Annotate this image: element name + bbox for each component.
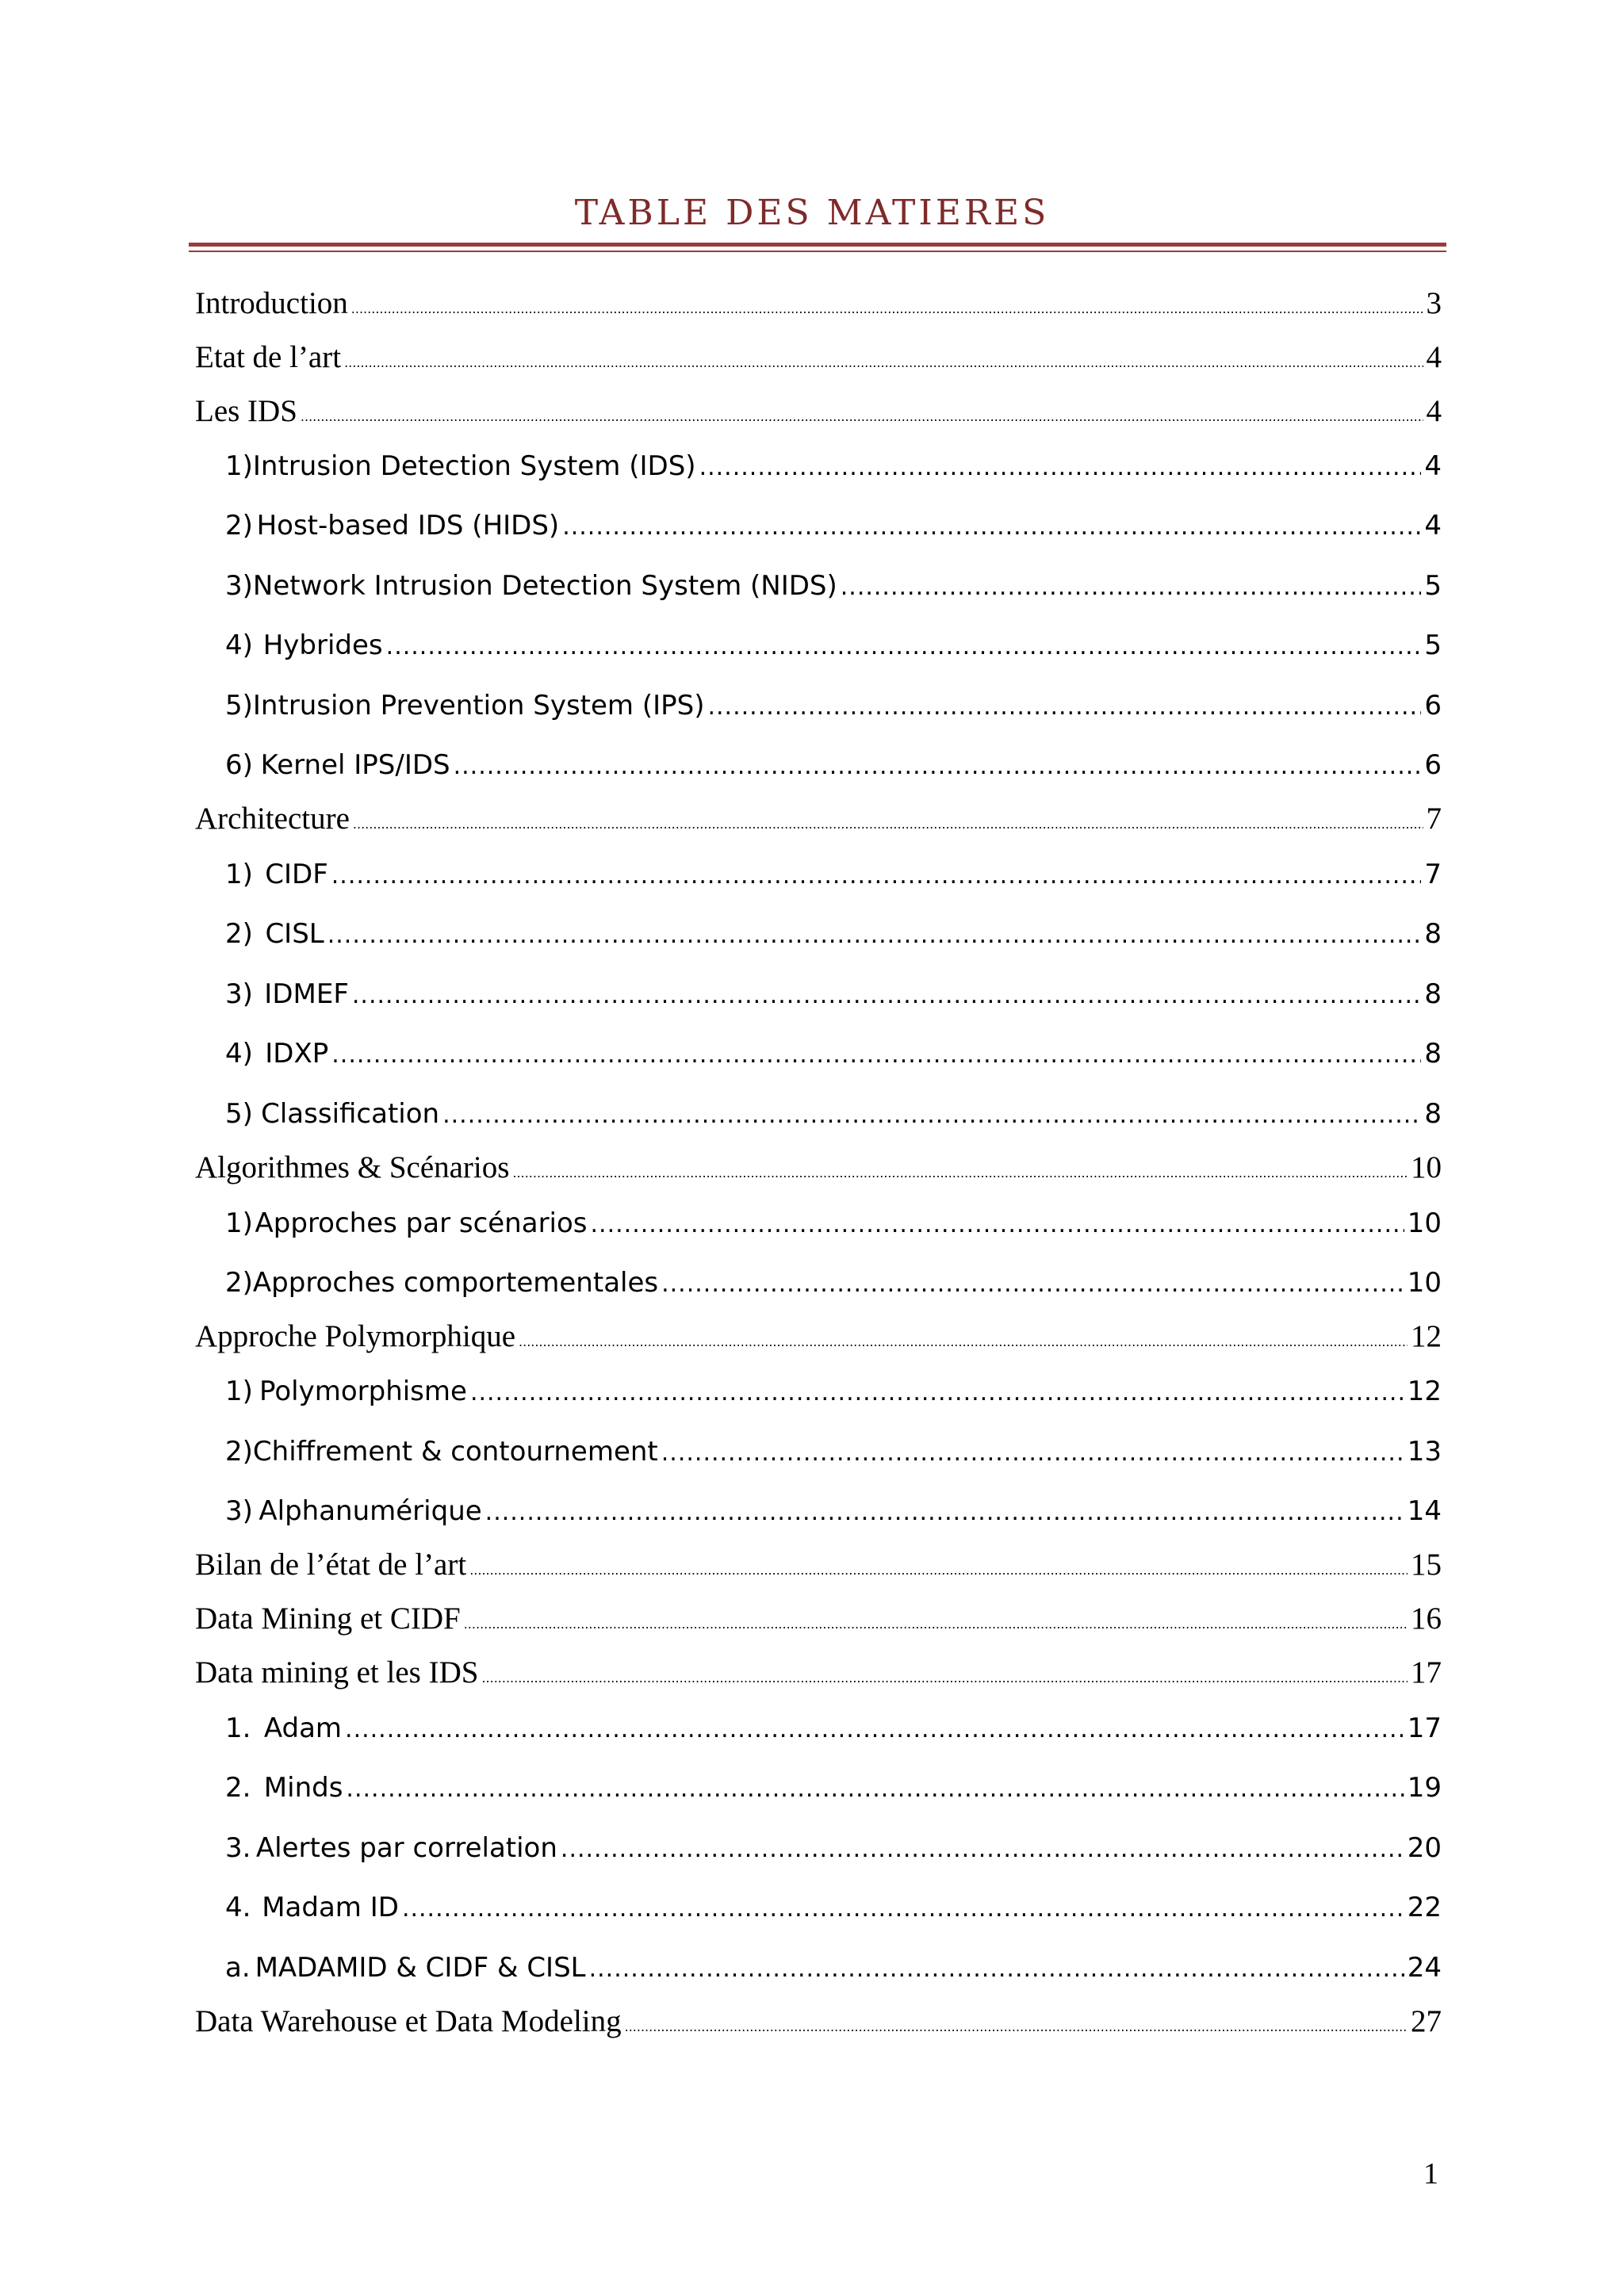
toc-entry-number: 3) — [225, 570, 253, 602]
toc-dot-leader — [512, 1154, 1408, 1193]
toc-entry-label: Data Warehouse et Data Modeling — [195, 2004, 622, 2038]
toc-section-entry[interactable] — [195, 1148, 1442, 1188]
toc-dot-leader — [353, 805, 1423, 844]
toc-entry-label: Architecture — [195, 802, 350, 836]
toc-entry-number: 2. — [225, 1772, 251, 1804]
toc-entry-page: 10 — [1407, 1267, 1442, 1299]
toc-entry-page: 17 — [1407, 1712, 1442, 1744]
toc-entry-label: Madam ID — [262, 1892, 399, 1923]
toc-dot-leader — [661, 1433, 1404, 1473]
toc-entry-page: 12 — [1407, 1376, 1442, 1407]
toc-entry-page: 7 — [1424, 859, 1442, 890]
toc-subsection-entry[interactable] — [195, 446, 1442, 486]
toc-dot-leader — [386, 627, 1422, 667]
toc-dot-leader — [352, 976, 1421, 1016]
toc-dot-leader — [331, 856, 1422, 896]
toc-dot-leader — [519, 1322, 1408, 1362]
toc-subsection-entry[interactable] — [195, 1263, 1442, 1303]
toc-entry-number: 3) — [225, 1495, 253, 1527]
toc-dot-leader — [699, 448, 1422, 488]
toc-entry-page: 20 — [1407, 1832, 1442, 1864]
toc-entry-page: 15 — [1411, 1548, 1442, 1582]
toc-section-entry[interactable] — [195, 1653, 1442, 1693]
toc-entry-label: Introduction — [195, 286, 348, 320]
toc-dot-leader — [661, 1265, 1404, 1304]
toc-entry-page: 4 — [1426, 340, 1442, 374]
toc-dot-leader — [481, 1659, 1408, 1698]
toc-subsection-entry[interactable] — [195, 914, 1442, 954]
toc-entry-label: Classification — [261, 1098, 440, 1130]
toc-subsection-entry[interactable] — [195, 1034, 1442, 1073]
toc-entry-number: a. — [225, 1952, 251, 1984]
toc-entry-number: 4) — [225, 629, 253, 661]
toc-subsection-entry[interactable] — [195, 1709, 1442, 1748]
toc-entry-number: 5) — [225, 690, 253, 721]
toc-entry-label: IDXP — [265, 1038, 329, 1070]
toc-dot-leader — [561, 1830, 1404, 1869]
toc-entry-page: 6 — [1424, 749, 1442, 781]
toc-entry-label: Alphanumérique — [259, 1495, 482, 1527]
toc-subsection-entry[interactable] — [195, 1491, 1442, 1531]
toc-entry-page: 12 — [1411, 1319, 1442, 1353]
toc-entry-label: Bilan de l’état de l’art — [195, 1548, 467, 1582]
toc-dot-leader — [625, 2007, 1408, 2047]
toc-entry-number: 1) — [225, 859, 253, 890]
toc-subsection-entry[interactable] — [195, 1768, 1442, 1808]
toc-entry-page: 4 — [1424, 510, 1442, 541]
toc-entry-page: 8 — [1424, 1038, 1442, 1070]
toc-subsection-entry[interactable] — [195, 626, 1442, 665]
toc-entry-label: Host-based IDS (HIDS) — [256, 510, 560, 541]
toc-entry-label: Chiffrement & contournement — [252, 1436, 658, 1468]
toc-dot-leader — [470, 1373, 1404, 1413]
toc-entry-page: 10 — [1411, 1150, 1442, 1184]
toc-subsection-entry[interactable] — [195, 1094, 1442, 1134]
toc-entry-page: 8 — [1424, 918, 1442, 950]
toc-dot-leader — [485, 1493, 1404, 1533]
toc-dot-leader — [591, 1205, 1404, 1245]
toc-entry-page: 7 — [1426, 802, 1442, 836]
toc-entry-label: Hybrides — [262, 629, 383, 661]
toc-entry-label: Approche Polymorphique — [195, 1319, 516, 1353]
toc-dot-leader — [351, 289, 1423, 329]
toc-entry-page: 3 — [1426, 286, 1442, 320]
toc-section-entry[interactable] — [195, 284, 1442, 323]
toc-entry-label: Les IDS — [195, 394, 297, 428]
toc-entry-number: 4) — [225, 1038, 253, 1070]
toc-entry-label: Intrusion Prevention System (IPS) — [252, 690, 705, 721]
toc-entry-label: Polymorphisme — [259, 1376, 467, 1407]
toc-entry-label: Algorithmes & Scénarios — [195, 1150, 510, 1184]
toc-entry-label: Approches par scénarios — [255, 1207, 588, 1239]
toc-subsection-entry[interactable] — [195, 566, 1442, 606]
toc-entry-label: Approches comportementales — [252, 1267, 659, 1299]
toc-dot-leader — [469, 1551, 1408, 1590]
toc-entry-page: 13 — [1407, 1436, 1442, 1468]
toc-section-entry[interactable] — [195, 799, 1442, 839]
toc-subsection-entry[interactable] — [195, 1432, 1442, 1471]
toc-entry-page: 22 — [1407, 1892, 1442, 1923]
toc-dot-leader — [346, 1770, 1404, 1809]
toc-entry-label: MADAMID & CIDF & CISL — [255, 1952, 586, 1984]
toc-entry-page: 6 — [1424, 690, 1442, 721]
toc-entry-page: 16 — [1411, 1601, 1442, 1636]
toc-dot-leader — [344, 343, 1423, 383]
toc-section-entry[interactable] — [195, 1545, 1442, 1585]
toc-title: TABLE DES MATIERES — [574, 193, 1050, 233]
toc-subsection-entry[interactable] — [195, 745, 1442, 785]
toc-entry-label: CIDF — [265, 859, 328, 890]
toc-entry-number: 2) — [225, 510, 253, 541]
toc-entry-number: 1) — [225, 1376, 253, 1407]
toc-dot-leader — [331, 1035, 1421, 1075]
toc-entry-number: 1) — [225, 450, 253, 482]
toc-entry-label: CISL — [265, 918, 324, 950]
toc-entry-page: 8 — [1424, 1098, 1442, 1130]
toc-subsection-entry[interactable] — [195, 1828, 1442, 1868]
toc-entry-number: 2) — [225, 918, 253, 950]
toc-entry-label: Intrusion Detection System (IDS) — [252, 450, 696, 482]
toc-entry-label: Data mining et les IDS — [195, 1655, 479, 1689]
toc-subsection-entry[interactable] — [195, 1372, 1442, 1411]
toc-section-entry[interactable] — [195, 392, 1442, 431]
toc-entry-number: 1. — [225, 1712, 251, 1744]
toc-entry-page: 4 — [1424, 450, 1442, 482]
toc-entry-number: 1) — [225, 1207, 253, 1239]
toc-entry-page: 14 — [1407, 1495, 1442, 1527]
toc-subsection-entry[interactable] — [195, 686, 1442, 725]
toc-entry-page: 4 — [1426, 394, 1442, 428]
toc-entry-page: 5 — [1424, 629, 1442, 661]
toc-entry-page: 17 — [1411, 1655, 1442, 1689]
toc-section-entry[interactable] — [195, 2002, 1442, 2042]
toc-dot-leader — [464, 1605, 1408, 1644]
toc-entry-page: 5 — [1424, 570, 1442, 602]
toc-entry-label: Etat de l’art — [195, 340, 342, 374]
toc-entry-label: Network Intrusion Detection System (NIDS) — [252, 570, 837, 602]
toc-dot-leader — [589, 1950, 1404, 1989]
toc-entry-number: 5) — [225, 1098, 253, 1130]
toc-dot-leader — [442, 1096, 1421, 1135]
toc-section-entry[interactable] — [195, 1599, 1442, 1639]
toc-dot-leader — [707, 687, 1421, 727]
toc-entry-number: 2) — [225, 1267, 253, 1299]
toc-dot-leader — [327, 916, 1422, 955]
toc-subsection-entry[interactable] — [195, 855, 1442, 894]
toc-entry-page: 24 — [1407, 1952, 1442, 1984]
toc-entry-label: Minds — [263, 1772, 343, 1804]
toc-section-entry[interactable] — [195, 338, 1442, 377]
toc-subsection-entry[interactable] — [195, 506, 1442, 545]
toc-subsection-entry[interactable] — [195, 974, 1442, 1014]
toc-entry-label: Kernel IPS/IDS — [260, 749, 450, 781]
toc-subsection-entry[interactable] — [195, 1203, 1442, 1243]
toc-entry-number: 4. — [225, 1892, 251, 1923]
toc-dot-leader — [841, 568, 1422, 607]
toc-entry-page: 8 — [1424, 978, 1442, 1010]
toc-entry-number: 3) — [225, 978, 253, 1010]
toc-subsection-entry[interactable] — [195, 1948, 1442, 1988]
toc-dot-leader — [301, 397, 1423, 437]
toc-dot-leader — [402, 1889, 1404, 1929]
toc-entry-number: 2) — [225, 1436, 253, 1468]
toc-entry-label: IDMEF — [264, 978, 349, 1010]
toc-section-entry[interactable] — [195, 1317, 1442, 1357]
toc-entry-page: 10 — [1407, 1207, 1442, 1239]
toc-entry-page: 27 — [1411, 2004, 1442, 2038]
toc-entry-label: Adam — [263, 1712, 343, 1744]
toc-entry-page: 19 — [1407, 1772, 1442, 1804]
toc-entry-label: Alertes par correlation — [255, 1832, 557, 1864]
toc-entry-number: 3. — [225, 1832, 251, 1864]
toc-subsection-entry[interactable] — [195, 1888, 1442, 1927]
page-number: 1 — [1423, 2157, 1438, 2191]
toc-dot-leader — [345, 1710, 1404, 1750]
toc-entry-label: Data Mining et CIDF — [195, 1601, 461, 1636]
toc-entry-number: 6) — [225, 749, 253, 781]
toc-dot-leader — [454, 747, 1422, 786]
toc-dot-leader — [562, 507, 1421, 547]
